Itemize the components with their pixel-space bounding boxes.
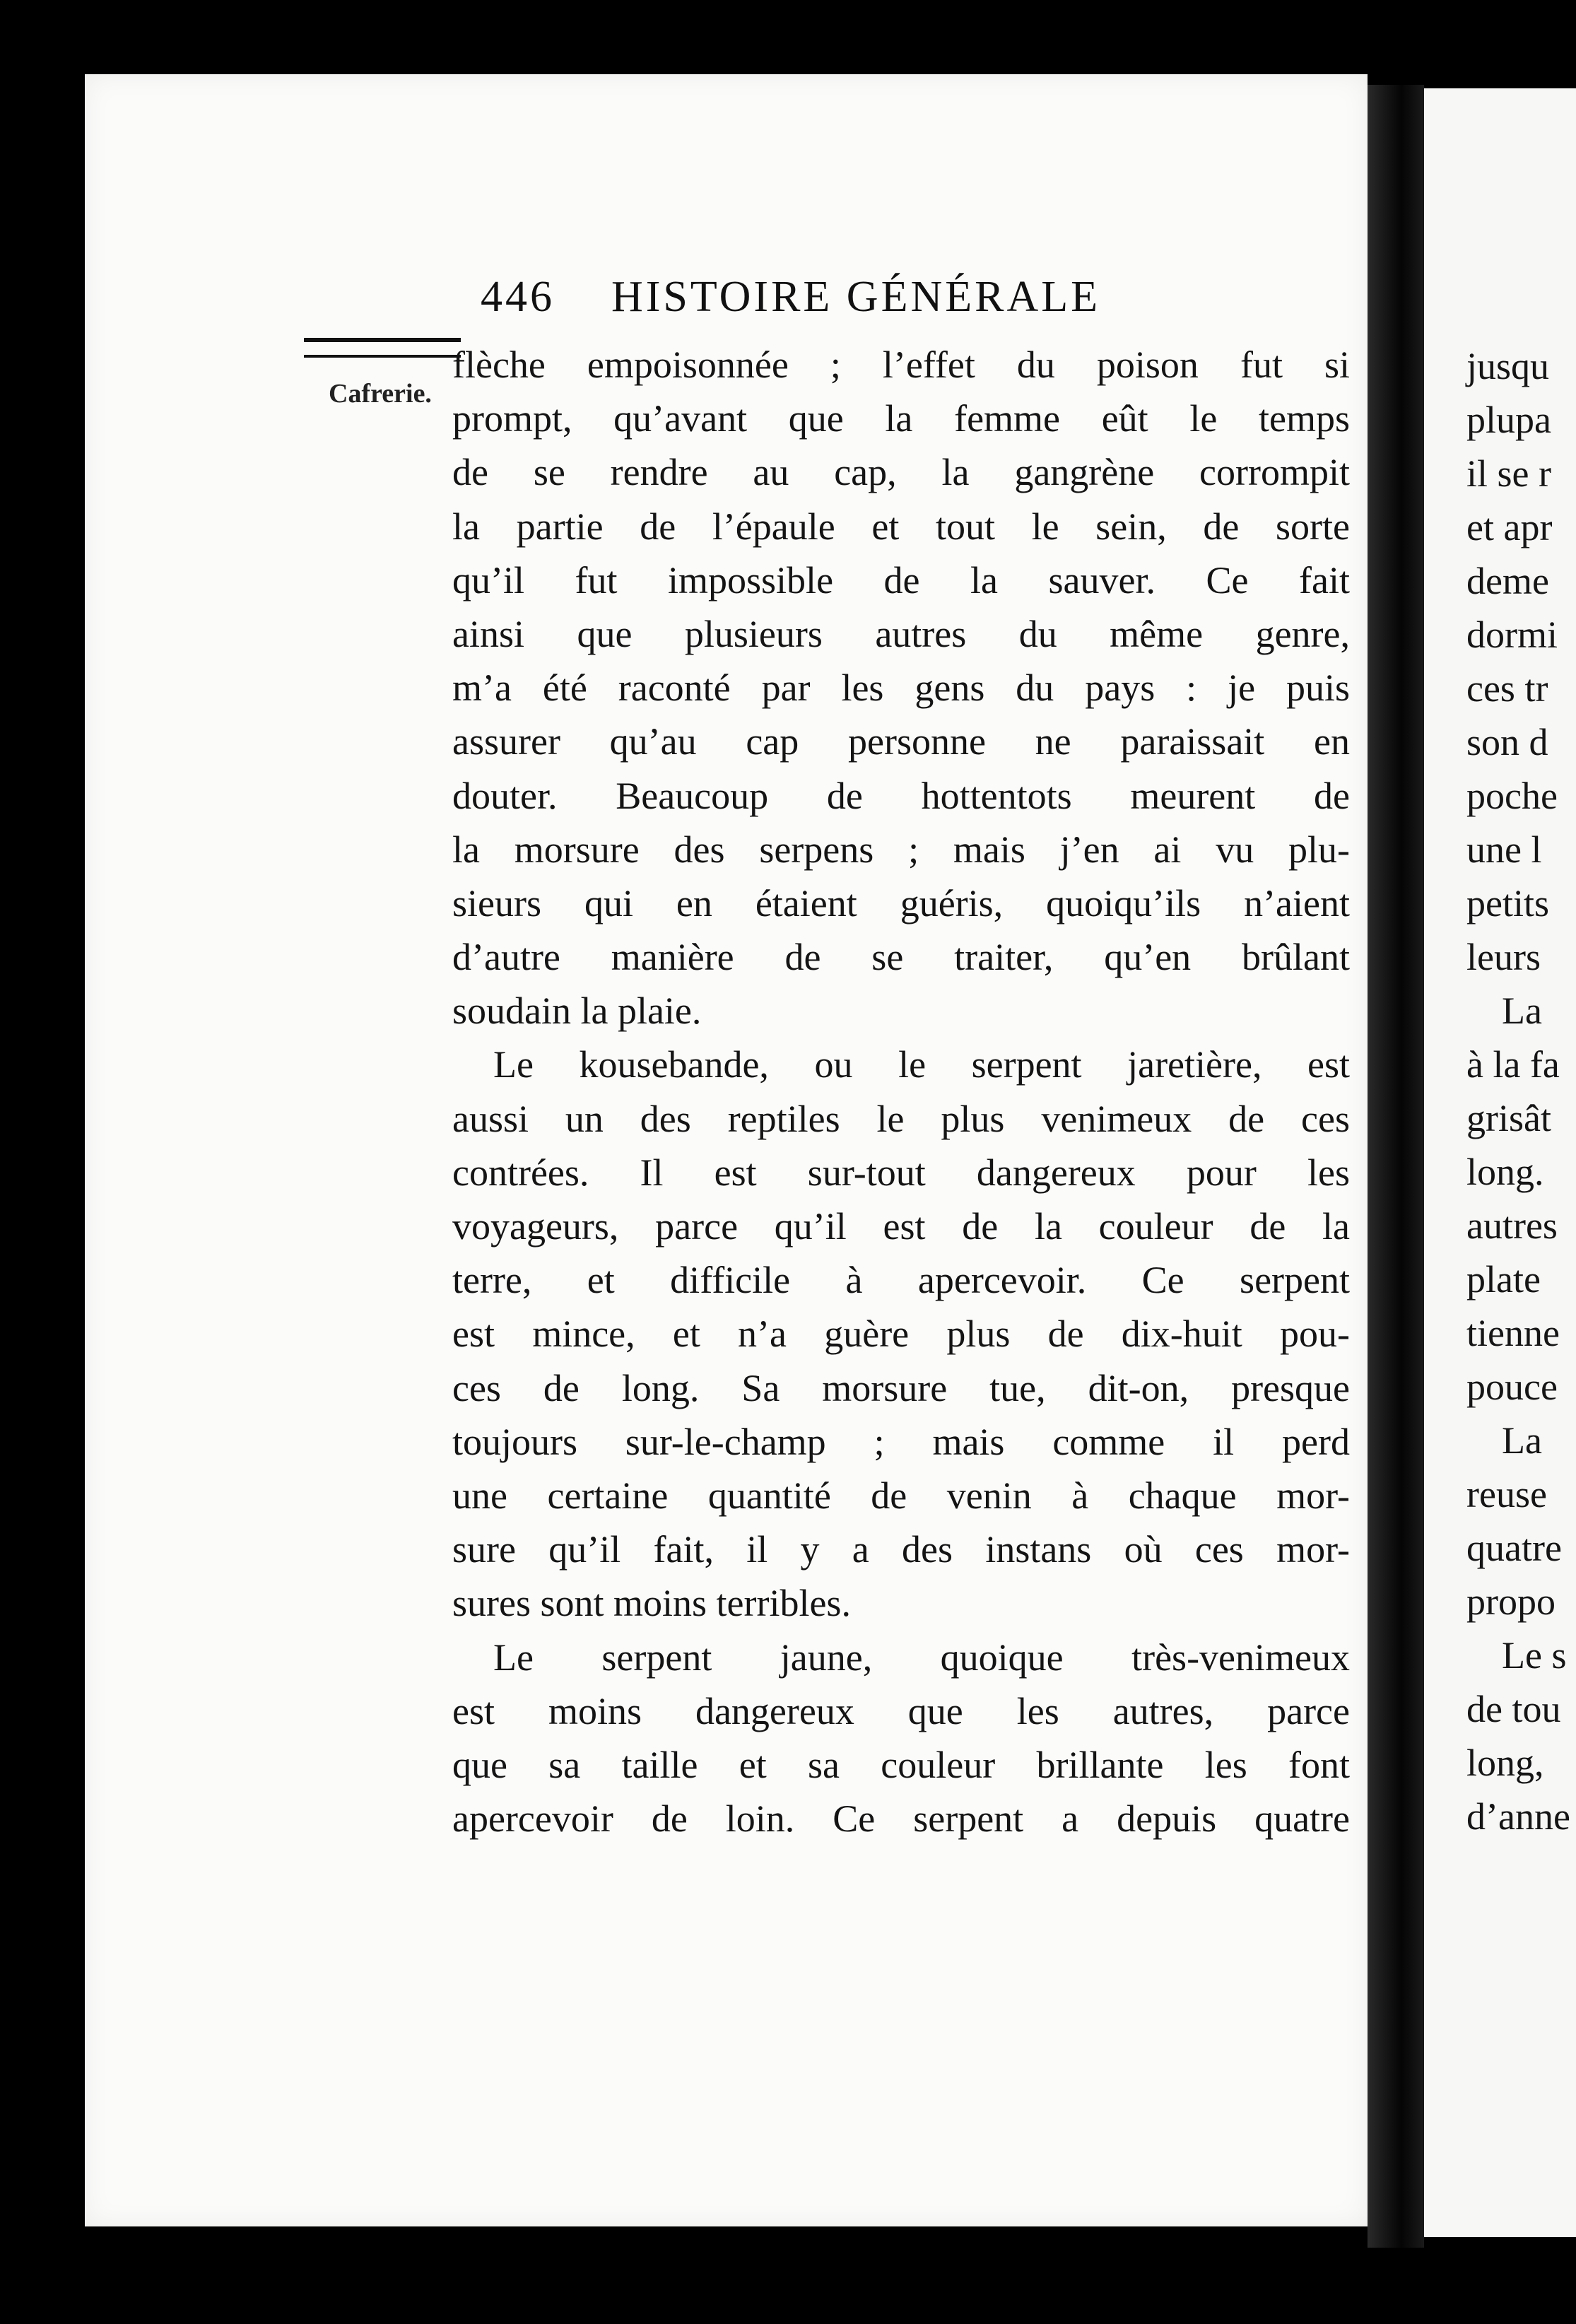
text-line: douter. Beaucoup de hottentots meurent de xyxy=(452,774,1350,817)
text-line: contrées. Il est sur-tout dangereux pour les xyxy=(452,1151,1350,1194)
right-page-line: long. xyxy=(1466,1151,1544,1193)
right-page-line: une l xyxy=(1466,828,1542,871)
text-line: m’a été raconté par les gens du pays : je puis xyxy=(452,667,1350,710)
right-page-line: à la fa xyxy=(1466,1043,1560,1086)
book-gutter xyxy=(1368,85,1424,2248)
right-page-line: La xyxy=(1502,990,1542,1032)
right-page xyxy=(1424,88,1576,2237)
text-line: est moins dangereux que les autres, parce xyxy=(452,1689,1350,1732)
text-line: Le serpent jaune, quoique très-venimeux xyxy=(493,1636,1350,1679)
text-line: flèche empoisonnée ; l’effet du poison fut si xyxy=(452,344,1350,386)
text-line: que sa taille et sa couleur brillante les font xyxy=(452,1743,1350,1786)
right-page-line: reuse xyxy=(1466,1473,1547,1515)
text-line: aussi un des reptiles le plus venimeux de ces xyxy=(452,1097,1350,1140)
page-number: 446 xyxy=(481,273,555,321)
right-page-line: plupa xyxy=(1466,399,1551,441)
text-line: la partie de l’épaule et tout le sein, de sorte xyxy=(452,505,1350,548)
right-page-line: grisât xyxy=(1466,1097,1551,1139)
text-line: de se rendre au cap, la gangrène corrompit xyxy=(452,451,1350,494)
text-line: qu’il fut impossible de la sauver. Ce fait xyxy=(452,558,1350,601)
text-line: ainsi que plusieurs autres du même genre, xyxy=(452,612,1350,655)
text-line: est mince, et n’a guère plus de dix-huit pou- xyxy=(452,1313,1350,1356)
right-page-line: tienne xyxy=(1466,1312,1560,1354)
right-page-line: La xyxy=(1502,1419,1542,1462)
right-page-line: propo xyxy=(1466,1580,1556,1623)
text-line: terre, et difficile à apercevoir. Ce serpent xyxy=(452,1259,1350,1302)
page-header xyxy=(481,272,1258,336)
text-line: voyageurs, parce qu’il est de la couleur de la xyxy=(452,1205,1350,1248)
right-page-line: son d xyxy=(1466,721,1548,763)
right-page-line: leurs xyxy=(1466,936,1541,978)
right-page-line: Le s xyxy=(1502,1634,1567,1677)
text-line: sures sont moins terribles. xyxy=(452,1582,851,1625)
right-page-line: deme xyxy=(1466,560,1549,602)
right-page-line: ces tr xyxy=(1466,667,1548,710)
right-page-line: dormi xyxy=(1466,614,1558,656)
right-page-line: de tou xyxy=(1466,1688,1561,1730)
margin-rule xyxy=(304,338,461,358)
right-page-line: jusqu xyxy=(1466,345,1550,387)
text-line: soudain la plaie. xyxy=(452,990,702,1033)
text-line: sieurs qui en étaient guéris, quoiqu’ils n’aient xyxy=(452,881,1350,925)
right-page-line: et apr xyxy=(1466,506,1553,548)
text-line: ces de long. Sa morsure tue, dit-on, presque xyxy=(452,1366,1350,1409)
text-line: toujours sur-le-champ ; mais comme il perd xyxy=(452,1420,1350,1463)
right-page-line: d’anne xyxy=(1466,1795,1570,1838)
text-line: prompt, qu’avant que la femme eût le temps xyxy=(452,397,1350,440)
text-line: d’autre manière de se traiter, qu’en brûlant xyxy=(452,936,1350,979)
margin-note: Cafrerie. xyxy=(329,379,432,409)
right-page-line: long, xyxy=(1466,1742,1544,1784)
text-line: la morsure des serpens ; mais j’en ai vu plu- xyxy=(452,828,1350,871)
text-line: une certaine quantité de venin à chaque mor- xyxy=(452,1474,1350,1517)
text-line: sure qu’il fait, il y a des instans où ces mor- xyxy=(452,1528,1350,1571)
right-page-line: autres xyxy=(1466,1204,1558,1247)
right-page-line: quatre xyxy=(1466,1527,1562,1569)
right-page-line: petits xyxy=(1466,882,1549,925)
right-page-line: il se r xyxy=(1466,452,1551,495)
right-page-line: poche xyxy=(1466,775,1558,817)
running-title: HISTOIRE GÉNÉRALE xyxy=(611,273,1100,321)
text-line: assurer qu’au cap personne ne paraissait en xyxy=(452,720,1350,763)
right-page-line: plate xyxy=(1466,1258,1541,1301)
text-line: apercevoir de loin. Ce serpent a depuis quatre xyxy=(452,1797,1350,1841)
text-line: Le kousebande, ou le serpent jaretière, est xyxy=(493,1043,1350,1086)
right-page-line: pouce xyxy=(1466,1366,1558,1408)
body-text xyxy=(452,338,1350,1845)
